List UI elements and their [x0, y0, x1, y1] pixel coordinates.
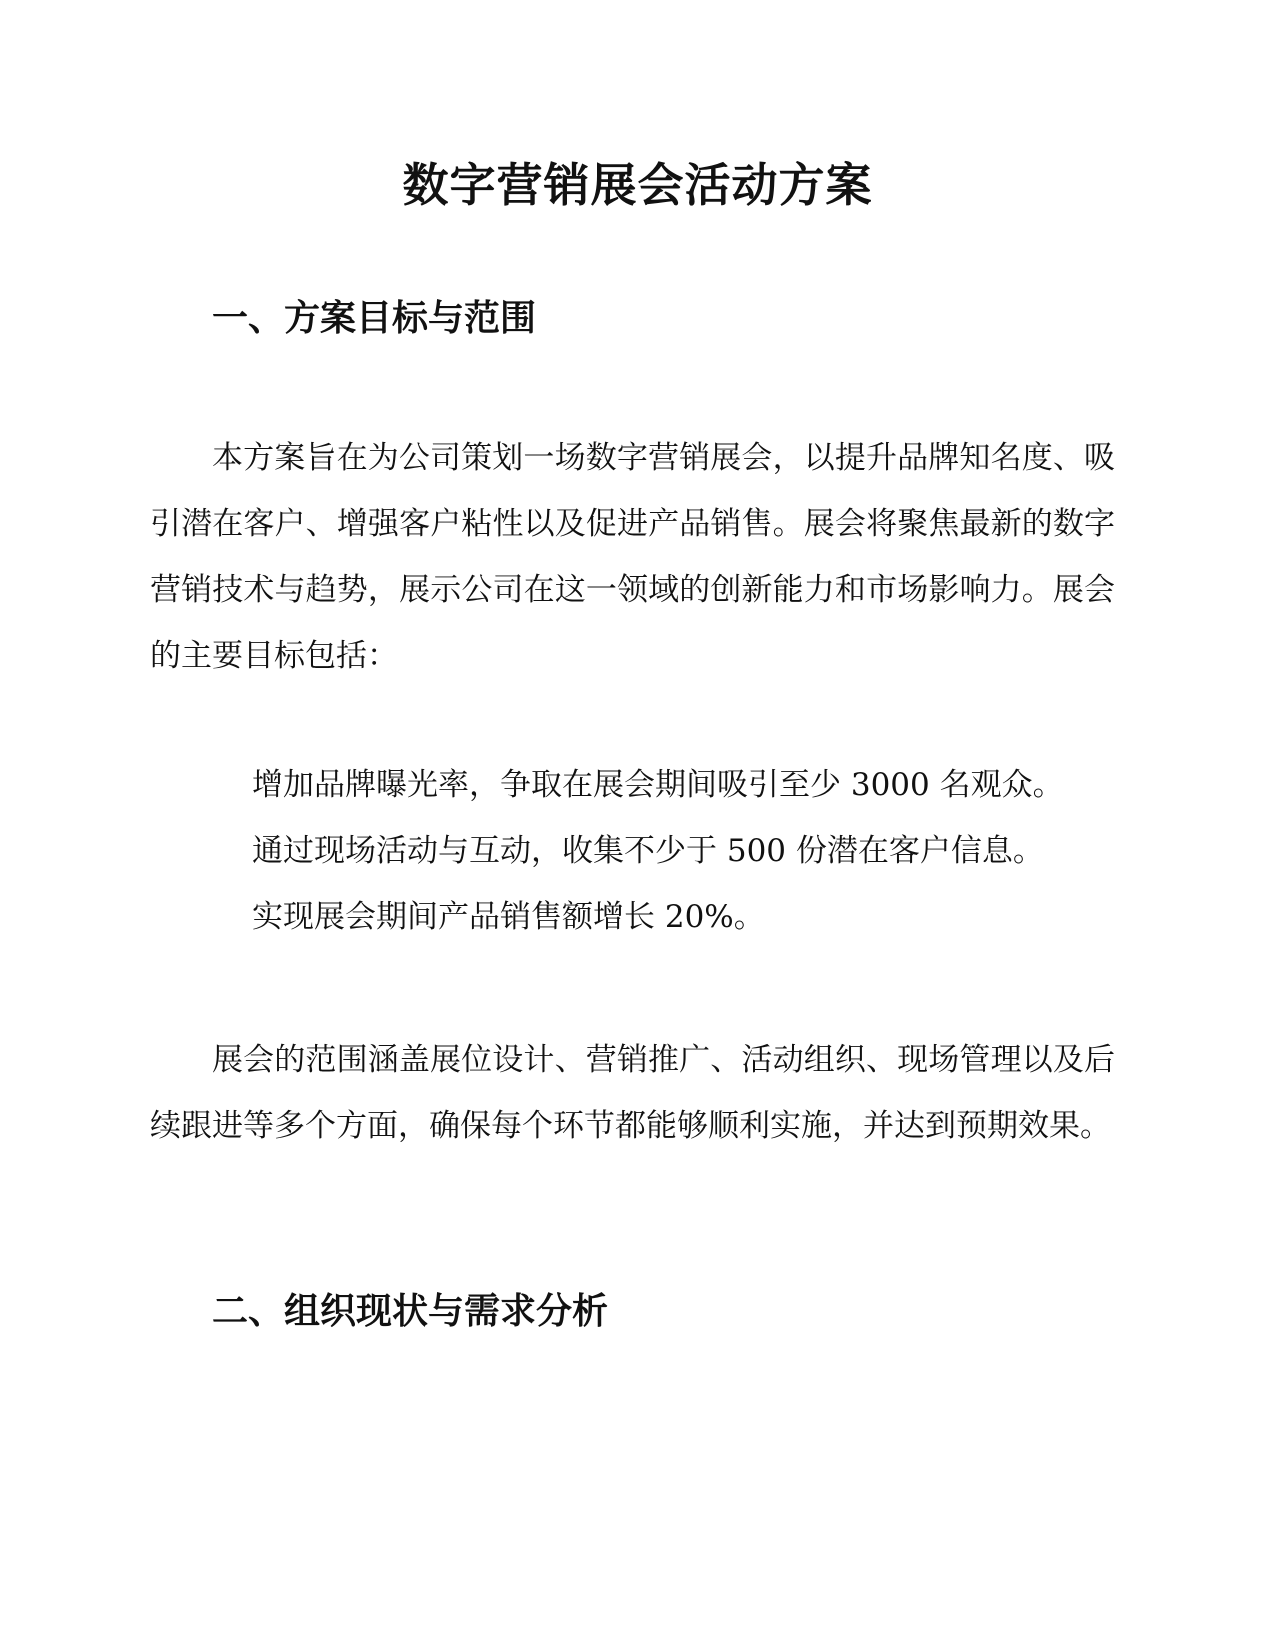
goal-list	[252, 752, 1112, 950]
goal-item: 通过现场活动与互动，收集不少于 500 份潜在客户信息。	[252, 833, 1044, 869]
intro-paragraph: 本方案旨在为公司策划一场数字营销展会，以提升品牌知名度、吸引潜在客户、增强客户粘性以及促进产品销售。展会将聚焦最新的数字营销技术与趋势，展示公司在这一领域的创新能力和市场影响力。展会的主要目标包括：	[150, 440, 1115, 674]
goal-item: 实现展会期间产品销售额增长 20%。	[252, 899, 765, 935]
section-heading-goals-scope: 一、方案目标与范围	[212, 298, 537, 339]
goal-item: 增加品牌曝光率，争取在展会期间吸引至少 3000 名观众。	[252, 767, 1064, 803]
document-title: 数字营销展会活动方案	[402, 158, 873, 212]
scope-paragraph: 展会的范围涵盖展位设计、营销推广、活动组织、现场管理以及后续跟进等多个方面，确保每个环节都能够顺利实施，并达到预期效果。	[150, 1042, 1115, 1144]
section-heading-org-analysis: 二、组织现状与需求分析	[212, 1291, 609, 1332]
